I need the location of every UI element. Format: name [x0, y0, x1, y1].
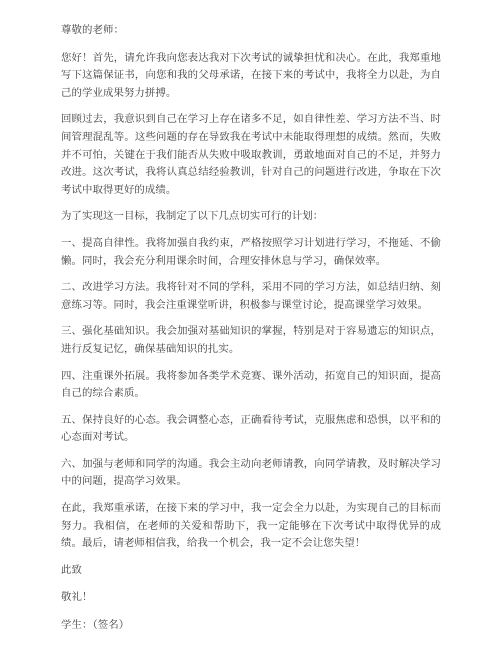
letter-document	[61, 22, 441, 644]
plan-item-3: 三、强化基础知识。我会加强对基础知识的掌握，特别是对于容易遗忘的知识点，进行反复记忆，确保基础知识的扎实。	[61, 325, 441, 355]
paragraph-plan-intro: 为了实现这一目标，我制定了以下几点切实可行的计划：	[61, 210, 324, 223]
salutation: 尊敬的老师：	[61, 24, 124, 36]
paragraph-promise: 在此，我郑重承诺，在接下来的学习中，我一定会全力以赴，为实现自己的目标而努力。我相信，在老师的关爱和帮助下，我一定能够在下次考试中取得优异的成绩。最后，请老师相信我，给我一个机会，我一定不会让您失望！	[61, 502, 441, 550]
plan-item-2: 二、改进学习方法。我将针对不同的学科，采用不同的学习方法，如总结归纳、刻意练习等。同时，我会注重课堂听讲，积极参与课堂讨论，提高课堂学习效果。	[61, 281, 441, 311]
paragraph-review: 回顾过去，我意识到自己在学习上存在诸多不足，如自律性差、学习方法不当、时间管理混乱等。这些问题的存在导致我在考试中未能取得理想的成绩。然而，失败并不可怕，关键在于我们能否从失败中吸取教训，勇敢地面对自己的不足，并努力改进。这次考试，我将认真总结经验教训，针对自己的问题进行改进，争取在下次考试中取得更好的成绩。	[61, 113, 441, 196]
closing-line-2: 敬礼！	[61, 591, 93, 604]
plan-item-5: 五、保持良好的心态。我会调整心态，正确看待考试，克服焦虑和恐惧，以平和的心态面对考试。	[61, 413, 441, 444]
signature-line: 学生：（签名）	[61, 619, 130, 632]
plan-item-6: 六、加强与老师和同学的沟通。我会主动向老师请教，向同学请教，及时解决学习中的问题，提高学习效果。	[61, 457, 441, 488]
plan-item-1: 一、提高自律性。我将加强自我约束，严格按照学习计划进行学习，不拖延、不偷懒。同时，我会充分利用课余时间，合理安排休息与学习，确保效率。	[61, 236, 441, 267]
plan-item-4: 四、注重课外拓展。我将参加各类学术竞赛、课外活动，拓宽自己的知识面，提高自己的综合素质。	[61, 369, 441, 400]
closing-line-1: 此致	[61, 563, 82, 576]
paragraph-intro: 您好！首先，请允许我向您表达我对下次考试的诚挚担忧和决心。在此，我郑重地写下这篇保证书，向您和我的父母承诺，在接下来的考试中，我将全力以赴，为自己的学业成果努力拼搏。	[61, 51, 441, 99]
